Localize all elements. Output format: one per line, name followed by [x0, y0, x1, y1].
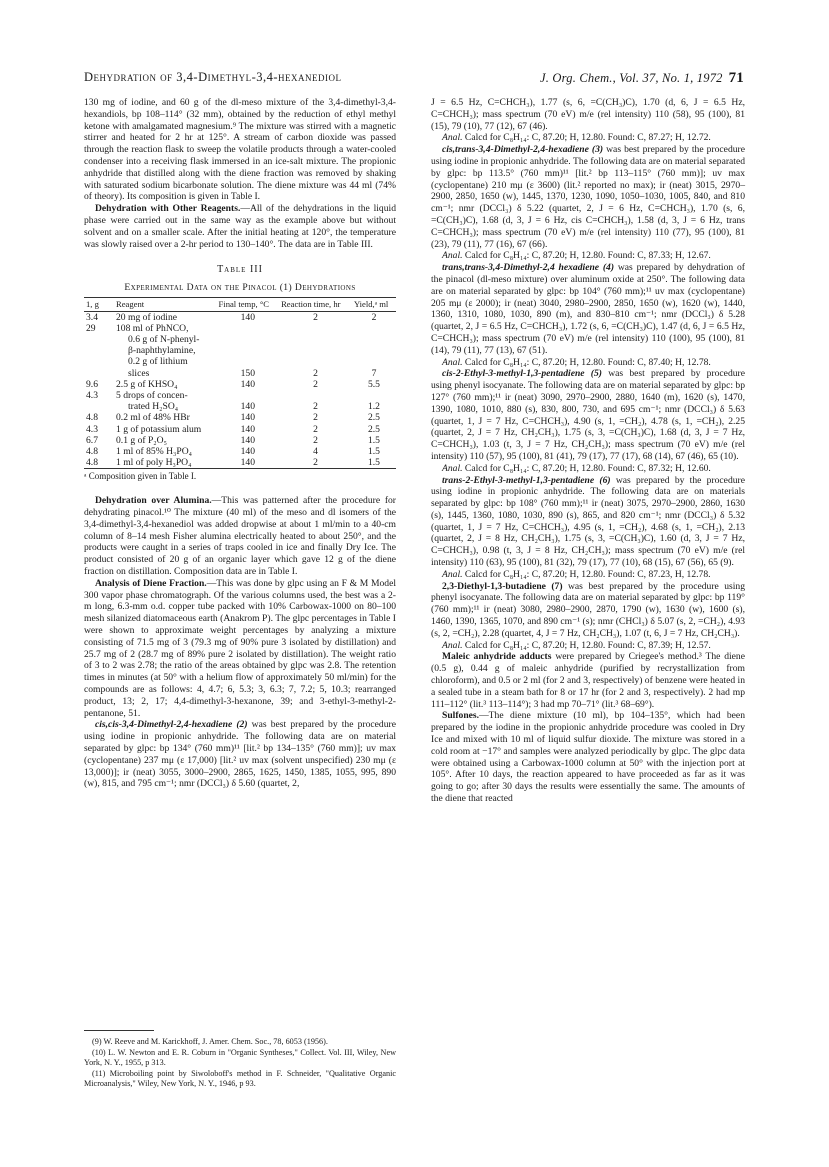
running-header	[84, 70, 744, 90]
table-row	[84, 424, 396, 435]
paragraph-text: was prepared by dehydration of the pinacol (dl-meso mixture) over aluminum oxide at 250°. The following data are on material separated by glpc: bp 104° (760 mm);¹¹ uv max (cyclopentane) 205 mμ (ε 2000); ir (neat) 3040, 2980–2900, 2850, 1650 (w), 1620 (w), 1440, 1360, 1310, 1080, 1030, 890 (m), and 830–810 cm⁻¹; nmr (DCCl₃) δ 5.28 (quartet, 2, J = 6.5 Hz, C=CHCH₃), 1.72 (s, 6, =C(CH₃)C), 1.47 (d, 6, J = 6.5 Hz, C=CHCH₃); mass spectrum (70 eV) m/e (rel intensity) 110 (100), 95 (100), 81 (14), 79 (11), 77 (13), 67 (51).	[431, 262, 745, 356]
table-row	[84, 345, 396, 356]
paragraph: J = 6.5 Hz, C=CHCH₃), 1.77 (s, 6, =C(CH₃)C), 1.70 (d, 6, J = 6.5 Hz, C=CHCH₃); mass spectrum (70 eV) m/e (rel intensity) 110 (58), 95 (100), 81 (15), 79 (10), 77 (12), 67 (46).	[431, 97, 745, 132]
cell-yield: 2.5	[367, 423, 380, 435]
cell-time: 2	[313, 401, 318, 413]
cell-temp: 140	[240, 378, 255, 390]
compound-heading: 2,3-Diethyl-1,3-butadiene (7)	[442, 580, 563, 592]
paragraph: 130 mg of iodine, and 60 g of the dl-meso mixture of the 3,4-dimethyl-3,4-hexandiols, bp 108–114° (32 mm), obtained by the reduction of ethyl methyl ketone with amalgamated magnesium.⁹ The mixture was stirred with a magnetic stirrer and heated for 2 hr at 125°. A stream of carbon dioxide was passed through the reaction flask to sweep the volatile products through a water-cooled condenser into a receiving flask immersed in an ice-salt mixture. The propionic anhydride that distilled along with the diene fraction was removed by shaking with saturated sodium bicarbonate solution. The diene mixture was 44 ml (74% of theory). Its composition is given in Table I.	[84, 97, 396, 203]
table-row	[84, 334, 396, 345]
cell-reagent: 2.5 g of KHSO₄	[116, 378, 178, 390]
paragraph-text: Calcd for C₈H₁₄: C, 87.20; H, 12.80. Found: C, 87.27; H, 12.72.	[462, 132, 711, 144]
paragraph-text: Calcd for C₈H₁₄: C, 87.20; H, 12.80. Found: C, 87.23, H, 12.78.	[462, 568, 711, 580]
footnote: (10) L. W. Newton and E. R. Coburn in "Organic Syntheses," Collect. Vol. III, Wiley, New York, N. Y., 1955, p 313.	[84, 1048, 396, 1067]
cell-yield: 2.5	[367, 412, 380, 424]
compound-heading: trans-2-Ethyl-3-methyl-1,3-pentadiene (6)	[442, 474, 611, 486]
cell-reagent: 20 mg of iodine	[116, 311, 178, 323]
cell-g: 4.8	[86, 412, 98, 424]
anal-heading: Anal.	[442, 132, 463, 144]
cell-g	[84, 356, 114, 367]
paragraph	[84, 578, 396, 720]
cell-temp	[217, 390, 280, 401]
cell-temp: 140	[240, 401, 255, 413]
running-title: Dehydration of 3,4-Dimethyl-3,4-hexanediol	[84, 70, 342, 84]
cell-yield: 7	[371, 367, 377, 379]
table-row	[84, 311, 396, 323]
table-row	[84, 412, 396, 423]
cell-reagent: trated H₂SO₄	[128, 401, 179, 413]
paragraph	[431, 463, 745, 475]
cell-g: 6.7	[86, 434, 98, 446]
cell-g: 4.3	[86, 423, 98, 435]
cell-time	[279, 390, 352, 401]
cell-time	[279, 334, 352, 345]
cell-temp	[217, 345, 280, 356]
cell-g	[84, 368, 114, 379]
table-body	[84, 311, 396, 469]
cell-yield: 1.5	[367, 457, 380, 469]
cell-reagent: 0.1 g of P₂O₅	[116, 434, 167, 446]
paragraph-text: was best prepared by the procedure using iodine in propionic anhydride. The following data are on material separated by glpc: bp 134° (760 mm)¹¹ [lit.² bp 134–135° (760 mm)]; uv max (cyclopentane) 237 mμ (ε 17,000) [lit.² uv max (solvent unspecified) 230 mμ (ε 13,000)]; ir (neat) 3055, 3000–2900, 2865, 1625, 1450, 1385, 1055, 995, 890 (w), 815, and 795 cm⁻¹; nmr (DCCl₃) δ 5.60 (quartet, 2,	[84, 719, 396, 790]
paragraph	[431, 640, 745, 652]
anal-heading: Anal.	[442, 250, 463, 262]
section-heading: Analysis of Diene Fraction.	[95, 577, 207, 589]
compound-heading: cis,trans-3,4-Dimethyl-2,4-hexadiene (3)	[442, 144, 604, 156]
anal-heading: Anal.	[442, 356, 463, 368]
cell-time: 4	[313, 445, 318, 457]
column-header-temp: Final temp, °C	[217, 297, 280, 311]
table-row	[84, 356, 396, 367]
section-heading: Maleic anhydride adducts	[442, 651, 552, 663]
cell-g: 3.4	[86, 311, 98, 323]
cell-time: 2	[313, 434, 318, 446]
cell-temp	[217, 356, 280, 367]
cell-time: 2	[313, 457, 318, 469]
cell-temp: 140	[240, 445, 255, 457]
paragraph	[84, 203, 396, 250]
cell-reagent: 5 drops of concen-	[116, 389, 188, 401]
anal-heading: Anal.	[442, 568, 463, 580]
table-row	[84, 390, 396, 401]
compound-heading: cis-2-Ethyl-3-methyl-1,3-pentadiene (5)	[442, 368, 602, 380]
compound-heading: trans,trans-3,4-Dimethyl-2,4 hexadiene (4)	[442, 262, 615, 274]
table-footnote: ᵃ Composition given in Table I.	[84, 471, 197, 482]
cell-time: 2	[313, 311, 318, 323]
paragraph	[431, 132, 745, 144]
cell-yield: 1.5	[367, 434, 380, 446]
cell-reagent: 1 ml of 85% H₃PO₄	[116, 445, 192, 457]
paragraph-text: was best prepared by procedure using phenyl isocyanate. The following data are on material separated by glpc: bp 127° (760 mm);¹¹ ir (neat) 3090, 2970–2900, 2880, 1640 (m), 1620 (s), 1470, 1390, 1080, 1010, 880 (s), 830, 800, 730, and 695 cm⁻¹; nmr (DCCl₃) δ 5.63 (quartet, 1, J = 7 Hz, C=CHCH₃), 4.90 (s, 1, =CH₂), 4.78 (s, 1, =CH₂), 2.25 (quartet, 2, J = 7 Hz, CH₂CH₃), 1.75 (s, 3, =C(CH₃)C), 1.68 (d, 3, J = 7 Hz, C=CHCH₃), 1.03 (t, 3, J = 7 Hz, CH₂CH₃); mass spectrum (70 eV) m/e (rel intensity) 110 (57), 95 (100), 81 (41), 79 (17), 77 (17), 68 (14), 67 (46), 65 (10).	[431, 368, 745, 462]
left-column	[84, 97, 396, 790]
cell-yield: 1.2	[367, 401, 380, 413]
cell-g: 4.3	[86, 389, 98, 401]
column-header-reagent: Reagent	[114, 297, 217, 311]
anal-heading: Anal.	[442, 462, 463, 474]
cell-time	[279, 356, 352, 367]
table-row	[84, 368, 396, 379]
cell-time: 2	[313, 423, 318, 435]
paragraph	[431, 710, 745, 804]
cell-time: 2	[313, 412, 318, 424]
table-header-row	[84, 297, 396, 311]
table-row	[84, 457, 396, 469]
cell-reagent: β-naphthylamine,	[128, 345, 196, 357]
cell-reagent: 1 g of potassium alum	[116, 423, 202, 435]
cell-temp: 140	[240, 311, 255, 323]
journal-citation	[540, 70, 744, 87]
footnote-rule	[84, 1030, 154, 1031]
cell-yield	[352, 323, 396, 334]
paragraph-text: Calcd for C₈H₁₄: C, 87.20; H, 12.80. Found: C, 87.40; H, 12.78.	[462, 356, 711, 368]
paragraph-text: were prepared by Criegee's method.³ The diene (0.5 g), 0.44 g of maleic anhydride (purified by recrystallization from chloroform), and 0.5 or 2 ml (for 2 and 3, respectively) of benzene were heated in a sealed tube in a steam bath for 8 or 17 hr (for 2 and 3, respectively). 2 had mp 111–112° (lit.³ 113–114°); 3 had mp 70–71° (lit.³ 68–69°).	[431, 651, 745, 710]
paragraph	[431, 581, 745, 640]
table-caption: Experimental Data on the Pinacol (1) Dehydrations	[124, 282, 356, 294]
cell-yield	[352, 356, 396, 367]
paragraph	[431, 357, 745, 369]
cell-g	[84, 334, 114, 345]
column-header-time: Reaction time, hr	[279, 297, 352, 311]
paragraph	[431, 569, 745, 581]
section-heading: Sulfones.	[442, 710, 480, 722]
footnote: (9) W. Reeve and M. Karickhoff, J. Amer. Chem. Soc., 78, 6053 (1956).	[92, 1037, 328, 1046]
paragraph	[431, 368, 745, 462]
cell-reagent: slices	[128, 367, 150, 379]
paragraph-text: —This was patterned after the procedure for dehydrating pinacol.¹⁰ The mixture (40 ml) of the meso and dl isomers of the 3,4-dimethyl-3,4-hexanediol was added dropwise at about 1 ml/min to a 40-cm column of 8–14 mesh Fisher alumina electrically heated to about 250°, and the products were caught in a series of traps cooled in ice and finally Dry Ice. The product consisted of 20 g of an organic layer which gave 12 g of the diene fraction on distillation. Composition data are in Table I.	[84, 495, 397, 577]
cell-time: 2	[313, 378, 318, 390]
data-table	[84, 297, 396, 469]
paragraph	[431, 262, 745, 356]
paragraph	[431, 144, 745, 250]
cell-temp: 150	[240, 367, 255, 379]
cell-time	[279, 323, 352, 334]
paragraph-text: —All of the dehydrations in the liquid phase were carried out in the same way as the example above but without solvent and on a smaller scale. After the initial heating at 120°, the temperature was slowly raised over a 2-hr period to 130–140°. The data are in Table III.	[84, 203, 396, 250]
cell-g	[84, 345, 114, 356]
table-row	[84, 435, 396, 446]
cell-yield: 1.5	[367, 445, 380, 457]
cell-yield	[352, 390, 396, 401]
anal-heading: Anal.	[442, 639, 463, 651]
compound-heading: cis,cis-3,4-Dimethyl-2,4-hexadiene (2)	[95, 719, 248, 731]
cell-temp: 140	[240, 423, 255, 435]
paragraph	[431, 250, 745, 262]
table-row	[84, 379, 396, 390]
paragraph-text: —This was done by glpc using an F & M Model 300 vapor phase chromatograph. Of the various columns used, the best was a 2-m long, 6.3-mm o.d. copper tube packed with 10% Carbowax-1000 on 80–100 mesh silanized diatomaceous earth (Anakrom P). The glpc percentages in Table I were shown to approximate weight percentages by analyzing a mixture consisting of 71.5 mg of 3 (79.3 mg of 90% pure 3 isolated by distillation) and 25.7 mg of 2 (28.7 mg of 89% pure 2 isolated by distillation). The weight ratio of 3 to 2 was 2.78; the ratio of the areas obtained by glpc was 2.8. The retention times in minutes (at 50° with a helium flow of approximately 50 ml/min) for the compounds are as follows: 4, 4.7; 6, 5.3; 3, 6.3; 7, 7.2; 5, 10.3; rearranged product, 13; 2, 17; 4,4-dimethyl-3-hexanone, 39; and 3-ethyl-3-methyl-2-pentanone, 51.	[84, 577, 396, 719]
paragraph-text: —The diene mixture (10 ml), bp 104–135°, which had been prepared by the iodine in the propionic anhydride procedure was cooled in Dry Ice and mixed with 10 ml of liquid sulfur dioxide. The mixture was stored in a cold room at −17° and samples were analyzed periodically by glpc. The glpc data were obtained using a Carbowax-1000 column at 50° with the injection port at 105°. After 10 days, the reaction appeared to have proceeded as far as it was going to go; after 30 days the results were essentially the same. The amounts of the diene that reacted	[431, 710, 745, 805]
paragraph-text: Calcd for C₈H₁₄: C, 87.20; H, 12.80. Found: C, 87.39; H, 12.57.	[462, 639, 711, 651]
cell-time: 2	[313, 367, 318, 379]
cell-yield: 2	[371, 311, 377, 323]
table-iii	[84, 264, 396, 483]
cell-reagent: 1 ml of poly H₃PO₄	[116, 457, 192, 469]
paragraph	[84, 719, 396, 790]
cell-reagent: 0.2 ml of 48% HBr	[116, 412, 190, 424]
table-title: Table III	[217, 264, 263, 276]
paragraph	[84, 495, 396, 578]
section-heading: Dehydration over Alumina.	[95, 495, 212, 507]
footnote: (11) Microboiling point by Siwoloboff's method in F. Schneider, "Qualitative Organic Microanalysis," Wiley, New York, N. Y., 1946, p 93.	[84, 1069, 396, 1088]
cell-yield: 5.5	[367, 378, 380, 390]
paragraph-text: was prepared by the procedure using iodine in propionic anhydride. The following data are on materials separated by glpc: bp 108° (760 mm);¹¹ ir (neat) 3075, 2970–2900, 2860, 1630 (s), 1445, 1360, 1080, 1030, 890 (s), 865, and 820 cm⁻¹; nmr (DCCl₃) δ 5.32 (quartet, 1, J = 7 Hz, C=CHCH₃), 4.95 (s, 1, =CH₂), 4.68 (s, 1, =CH₂), 2.13 (quartet, 2, J = 8 Hz, CH₂CH₃), 1.75 (s, 3, =C(CH₃)C), 1.60 (d, 3, J = 7 Hz, C=CHCH₃), 0.98 (t, 3, J = 8 Hz, CH₂CH₃); mass spectrum (70 eV) m/e (rel intensity) 110 (63), 95 (100), 81 (32), 79 (17), 77 (10), 68 (15), 67 (56), 65 (9).	[431, 474, 745, 569]
cell-temp: 140	[240, 412, 255, 424]
journal-name: J. Org. Chem., Vol. 37, No. 1, 1972	[540, 71, 723, 85]
cell-temp: 140	[240, 434, 255, 446]
column-header-g: 1, g	[84, 297, 114, 311]
paragraph-text: Calcd for C₈H₁₄: C, 87.20; H, 12.80. Found: C, 87.32; H, 12.60.	[462, 462, 711, 474]
column-header-yield: Yield,ᵃ ml	[352, 297, 396, 311]
cell-g: 4.8	[86, 445, 98, 457]
footnotes	[84, 1030, 396, 1090]
paragraph	[431, 651, 745, 710]
page-number: 71	[728, 70, 744, 86]
paragraph-text: Calcd for C₈H₁₄: C, 87.20; H, 12.80. Found: C, 87.33; H, 12.67.	[462, 250, 711, 262]
cell-g: 9.6	[86, 378, 98, 390]
cell-reagent: 108 ml of PhNCO,	[116, 322, 189, 334]
paragraph-text: was best prepared by the procedure using iodine in propionic anhydride. The following data are on material separated by glpc: bp 113.5° (760 mm)¹¹ [lit.² bp 113–115° (760 mm)]; uv max (cyclopentane) 210 mμ (ε 3600) (lit.² reported no max); ir (neat) 3015, 2970–2900, 2850, 1650 (w), 1445, 1370, 1230, 1090, 1050–1030, 1005, 840, and 810 cm⁻¹; nmr (DCCl₃) δ 5.22 (quartet, 2, J = 6 Hz, C=CHCH₃), 1.70 (s, 6, =C(CH₃)C), 1.68 (d, 3, J = 6 Hz, cis C=CHCH₃), 1.58 (d, 3, J = 6 Hz, trans C=CHCH₃); mass spectrum (70 eV) m/e (rel intensity) 110 (77), 95 (100), 81 (23), 79 (11), 77 (16), 67 (66).	[431, 144, 745, 250]
cell-time	[279, 345, 352, 356]
cell-yield	[352, 334, 396, 345]
table-row	[84, 401, 396, 412]
cell-reagent: 0.6 g of N-phenyl-	[128, 333, 200, 345]
cell-temp: 140	[240, 457, 255, 469]
table-row	[84, 323, 396, 334]
cell-g: 4.8	[86, 457, 98, 469]
cell-reagent: 0.2 g of lithium	[128, 356, 188, 368]
cell-temp	[217, 323, 280, 334]
cell-g	[84, 401, 114, 412]
cell-g: 29	[86, 322, 96, 334]
paragraph-text: was best prepared by the procedure using phenyl isocyanate. The following data are on material separated by glpc: bp 119° (760 mm);¹¹ ir (neat) 3080, 2980–2900, 2870, 1790 (w), 1630 (w), 1600 (s), 1460, 1390, 1365, 1070, and 890 cm⁻¹ (s); nmr (CHCl₃) δ 5.07 (s, 2, =CH₂), 4.93 (s, 2, =CH₂), 2.28 (quartet, 4, J = 7 Hz, CH₂CH₃), 1.07 (t, 6, J = 7 Hz, CH₂CH₃).	[431, 580, 745, 639]
cell-temp	[217, 334, 280, 345]
table-row	[84, 446, 396, 457]
right-column	[431, 97, 745, 805]
paragraph	[431, 475, 745, 569]
cell-yield	[352, 345, 396, 356]
section-heading: Dehydration with Other Reagents.	[95, 203, 241, 215]
